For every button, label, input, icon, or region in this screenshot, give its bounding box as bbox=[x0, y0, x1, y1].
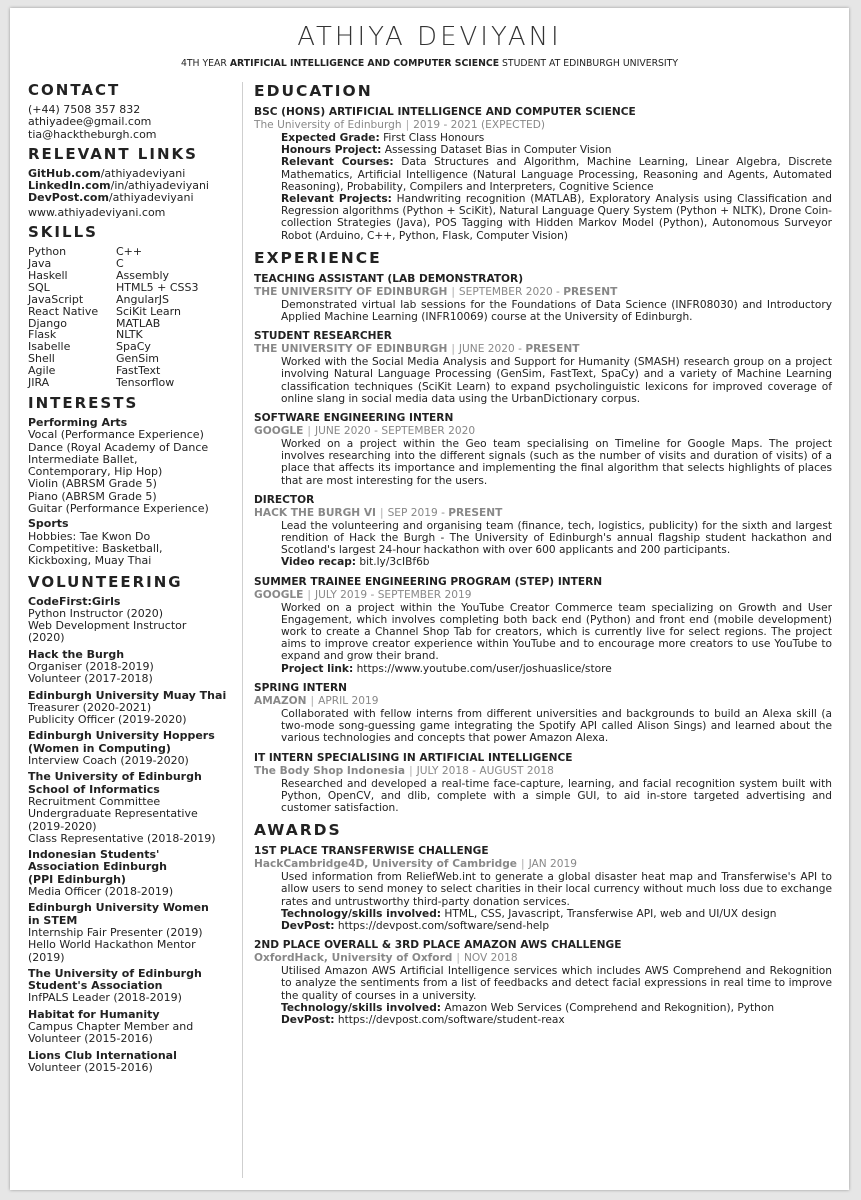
job-description: Demonstrated virtual lab sessions for the Foundations of Data Science (INFR08030) and Introductory Applied Machine Learning (INFR10069) course at the University of Edinburgh. bbox=[281, 298, 832, 324]
volunteer-role: InfPALS Leader (2018-2019) bbox=[28, 991, 182, 1005]
link-github-domain: GitHub.com bbox=[28, 166, 101, 180]
job-subtitle bbox=[254, 507, 832, 520]
skills-heading: SKILLS bbox=[28, 223, 98, 242]
job-present: PRESENT bbox=[525, 343, 580, 356]
job-org: THE UNIVERSITY OF EDINBURGH bbox=[254, 343, 448, 356]
education-details bbox=[254, 132, 832, 242]
job-date: JUNE 2020 - SEPTEMBER 2020 bbox=[314, 425, 476, 438]
skill-item: GenSim bbox=[116, 352, 160, 366]
education-entry bbox=[254, 106, 832, 242]
link-github-path: /athiyadeviyani bbox=[100, 166, 186, 180]
job-present: PRESENT bbox=[448, 506, 503, 519]
volunteer-role: Media Officer (2018-2019) bbox=[28, 885, 174, 899]
award-description: Used information from ReliefWeb.int to generate a global disaster heat map and Transferwise's API to allow users to send money to select charities in their local currency without much loss due to exchange rates and untrustworthy third-party donation services. bbox=[281, 871, 832, 908]
school-name: The University of Edinburgh bbox=[254, 119, 402, 131]
volunteer-role: Internship Fair Presenter (2019) bbox=[28, 925, 203, 939]
volunteering-heading: VOLUNTEERING bbox=[28, 572, 183, 591]
job-entry bbox=[254, 330, 832, 405]
separator: | bbox=[379, 506, 384, 519]
skill-item: NLTK bbox=[116, 328, 143, 342]
job-org: GOOGLE bbox=[254, 425, 304, 438]
link-devpost[interactable] bbox=[28, 192, 240, 204]
award-tech-label: Technology/skills involved: bbox=[281, 907, 442, 920]
interest-line: Guitar (Performance Experience) bbox=[28, 502, 209, 516]
volunteer-role: Organiser (2018-2019) bbox=[28, 660, 154, 673]
award-devpost-link[interactable]: https://devpost.com/software/student-reax bbox=[334, 1013, 565, 1026]
job-extra-label: Video recap: bbox=[281, 556, 357, 569]
skill-item: SciKit Learn bbox=[116, 304, 181, 318]
award-devpost bbox=[281, 1014, 832, 1026]
volunteer-org: The University of Edinburgh bbox=[28, 770, 202, 784]
interest-line: Violin (ABRSM Grade 5) bbox=[28, 477, 157, 491]
job-title: SPRING INTERN bbox=[254, 681, 348, 694]
experience-heading: EXPERIENCE bbox=[254, 248, 382, 267]
skill-item: SpaCy bbox=[116, 340, 151, 354]
interest-line: Hobbies: Tae Kwon Do bbox=[28, 529, 151, 543]
tagline-post: STUDENT AT EDINBURGH UNIVERSITY bbox=[499, 58, 679, 69]
job-entry bbox=[254, 752, 832, 815]
volunteer-org: (Women in Computing) bbox=[28, 741, 171, 755]
degree-title: BSC (HONS) ARTIFICIAL INTELLIGENCE AND COMPUTER SCIENCE bbox=[254, 106, 636, 118]
volunteer-org: Edinburgh University Hoppers bbox=[28, 729, 215, 743]
separator: | bbox=[409, 764, 413, 777]
skill-item: Agile bbox=[28, 364, 56, 378]
separator: | bbox=[451, 343, 455, 356]
volunteer-entry bbox=[28, 902, 240, 963]
job-description: Worked on a project within the Geo team specialising on Timeline for Google Maps. The project involves researching into the different signals (such as the number of visits and duration of visits) of a place that affects its importance and implementing the final algorithm that selects highlights of places that are most interesting for the users. bbox=[281, 438, 832, 487]
job-org: THE UNIVERSITY OF EDINBURGH bbox=[254, 285, 448, 298]
education-detail-text: Handwriting recognition (MATLAB), Exploratory Analysis using Classification and Regression algorithms (Python + SciKit), Natural Language Query System (Python + NLTK), Drone Coin-collection Strategies (Java), POS Tagging with Hidden Markov Model (Python), Autonomous Surveyor Robot (Arduino, C++, Python, Flask, Computer Vision) bbox=[281, 193, 832, 242]
skill-item: Isabelle bbox=[28, 340, 71, 354]
links-heading: RELEVANT LINKS bbox=[28, 144, 198, 163]
award-subtitle bbox=[254, 858, 832, 871]
job-entry bbox=[254, 273, 832, 323]
job-description: Collaborated with fellow interns from different universities and backgrounds to build an Alexa skill (a two-mode song-guessing game integrating the Spotify API called Alison Sings) and learned about the various technologies and concepts that power Amazon Alexa. bbox=[281, 707, 832, 745]
award-devpost-label: DevPost: bbox=[281, 919, 335, 932]
award-entry bbox=[254, 939, 832, 1026]
education-subtitle: The University of Edinburgh | 2019 - 2021 (EXPECTED) bbox=[254, 119, 546, 131]
award-subtitle bbox=[254, 952, 832, 965]
job-date: JULY 2019 - SEPTEMBER 2019 bbox=[314, 588, 472, 601]
volunteer-role: Python Instructor (2020) bbox=[28, 606, 164, 620]
skill-item: Shell bbox=[28, 352, 55, 366]
education-heading: EDUCATION bbox=[254, 82, 373, 100]
volunteer-role: (2020) bbox=[28, 631, 65, 645]
job-title: IT INTERN SPECIALISING IN ARTIFICIAL INTELLIGENCE bbox=[254, 751, 573, 764]
job-org: HACK THE BURGH VI bbox=[254, 506, 376, 519]
volunteer-role: (2019-2020) bbox=[28, 819, 97, 833]
volunteer-entry bbox=[28, 596, 240, 645]
resume-page bbox=[10, 8, 849, 1190]
volunteer-entry bbox=[28, 730, 240, 767]
job-title: SOFTWARE ENGINEERING INTERN bbox=[254, 412, 454, 425]
interest-line: Intermediate Ballet, bbox=[28, 452, 138, 466]
education-detail-label: Relevant Courses: bbox=[281, 156, 394, 169]
volunteer-org: Habitat for Humanity bbox=[28, 1007, 160, 1021]
job-subtitle bbox=[254, 589, 832, 602]
skill-item: Django bbox=[28, 316, 67, 330]
job-extra bbox=[281, 663, 832, 675]
award-devpost-link[interactable]: https://devpost.com/software/send-help bbox=[334, 919, 550, 932]
left-column bbox=[28, 82, 240, 1079]
volunteer-entry bbox=[28, 968, 240, 1005]
volunteer-org: Lions Club International bbox=[28, 1048, 177, 1062]
award-date: JAN 2019 bbox=[528, 858, 577, 871]
job-date: SEP 2019 - bbox=[387, 506, 449, 519]
email-primary[interactable]: athiyadee@gmail.com bbox=[28, 115, 152, 129]
job-org: AMAZON bbox=[254, 694, 307, 707]
job-description: Researched and developed a real-time face-capture, learning, and facial recognition system built with Python, OpenCV, and dlib, complete with a simple GUI, to aid in-store targeted advertising and customer satisfaction. bbox=[281, 777, 832, 814]
volunteer-org: Edinburgh University Muay Thai bbox=[28, 688, 227, 702]
volunteer-role: Volunteer (2015-2016) bbox=[28, 1032, 153, 1046]
volunteer-role: Publicity Officer (2019-2020) bbox=[28, 713, 187, 727]
job-subtitle bbox=[254, 343, 832, 356]
volunteer-org: School of Informatics bbox=[28, 782, 160, 796]
skill-item: AngularJS bbox=[116, 292, 169, 306]
job-date: JULY 2018 - AUGUST 2018 bbox=[416, 764, 554, 777]
candidate-name: ATHIYA DEVIYANI bbox=[297, 22, 562, 52]
email-secondary[interactable]: tia@hacktheburgh.com bbox=[28, 127, 157, 141]
interest-line: Competitive: Basketball, bbox=[28, 541, 163, 555]
volunteer-org: in STEM bbox=[28, 913, 78, 927]
link-linkedin-path: /in/athiyadeviyani bbox=[110, 179, 209, 193]
interest-line: Kickboxing, Muay Thai bbox=[28, 554, 152, 568]
skill-item: Python bbox=[28, 245, 67, 259]
award-devpost-label: DevPost: bbox=[281, 1013, 335, 1026]
skill-item: Assembly bbox=[116, 268, 170, 282]
job-org: GOOGLE bbox=[254, 588, 304, 601]
job-subtitle bbox=[254, 286, 832, 299]
awards-heading: AWARDS bbox=[254, 821, 342, 840]
link-website[interactable]: www.athiyadeviyani.com bbox=[28, 205, 166, 219]
contact-heading: CONTACT bbox=[28, 81, 121, 99]
volunteer-role: Campus Chapter Member and bbox=[28, 1020, 194, 1034]
education-detail-text: Assessing Dataset Bias in Computer Vision bbox=[381, 144, 612, 157]
education-detail bbox=[281, 156, 832, 193]
job-title: STUDENT RESEARCHER bbox=[254, 330, 392, 343]
education-detail-label: Relevant Projects: bbox=[281, 193, 392, 206]
job-title: SUMMER TRAINEE ENGINEERING PROGRAM (STEP) INTERN bbox=[254, 575, 603, 588]
award-org: HackCambridge4D, University of Cambridge bbox=[254, 858, 517, 871]
award-devpost bbox=[281, 920, 832, 932]
volunteer-role: Volunteer (2015-2016) bbox=[28, 1060, 153, 1074]
skill-item: MATLAB bbox=[116, 316, 161, 330]
job-org: The Body Shop Indonesia bbox=[254, 764, 406, 777]
education-detail-text: First Class Honours bbox=[379, 132, 485, 144]
experience-list bbox=[254, 273, 832, 814]
job-subtitle bbox=[254, 425, 832, 438]
volunteer-org: Hack the Burgh bbox=[28, 647, 125, 661]
skill-item: SQL bbox=[28, 280, 50, 294]
volunteer-org: Edinburgh University Women bbox=[28, 901, 209, 915]
volunteer-entry bbox=[28, 1050, 240, 1075]
skill-item: React Native bbox=[28, 304, 99, 318]
tagline-program: ARTIFICIAL INTELLIGENCE AND COMPUTER SCIENCE bbox=[229, 58, 500, 69]
volunteer-org: (PPI Edinburgh) bbox=[28, 872, 126, 886]
volunteer-list bbox=[28, 596, 240, 1075]
separator: | bbox=[520, 858, 525, 871]
interests-section bbox=[28, 395, 240, 568]
volunteer-entry bbox=[28, 690, 240, 727]
separator: | bbox=[307, 588, 311, 601]
education-detail-label: Honours Project: bbox=[281, 144, 382, 157]
skill-item: JIRA bbox=[28, 376, 50, 390]
volunteer-role: Treasurer (2020-2021) bbox=[28, 700, 152, 714]
interest-line: Contemporary, Hip Hop) bbox=[28, 465, 163, 479]
volunteer-org: The University of Edinburgh bbox=[28, 966, 202, 980]
volunteer-entry bbox=[28, 1009, 240, 1046]
volunteer-role: Volunteer (2017-2018) bbox=[28, 672, 153, 686]
job-present: PRESENT bbox=[563, 285, 618, 298]
interest-line: Dance (Royal Academy of Dance bbox=[28, 440, 209, 454]
separator: | bbox=[451, 285, 455, 298]
job-title: TEACHING ASSISTANT (LAB DEMONSTRATOR) bbox=[254, 272, 524, 285]
award-org: OxfordHack, University of Oxford bbox=[254, 952, 453, 965]
job-extra-label: Project link: bbox=[281, 662, 354, 675]
interests-heading: INTERESTS bbox=[28, 393, 139, 412]
job-subtitle bbox=[254, 765, 832, 778]
separator: | bbox=[310, 694, 315, 707]
tagline bbox=[10, 58, 849, 69]
volunteer-entry bbox=[28, 849, 240, 898]
job-title: DIRECTOR bbox=[254, 493, 315, 506]
volunteer-role: Undergraduate Representative bbox=[28, 807, 198, 821]
volunteer-entry bbox=[28, 649, 240, 686]
job-extra-link[interactable]: https://www.youtube.com/user/joshuaslice/store bbox=[353, 662, 612, 675]
volunteer-org: CodeFirst:Girls bbox=[28, 594, 121, 608]
education-dates: 2019 - 2021 (EXPECTED) bbox=[413, 119, 546, 131]
interest-group-title: Sports bbox=[28, 517, 69, 531]
link-devpost-domain: DevPost.com bbox=[28, 191, 109, 205]
job-description: Worked with the Social Media Analysis and Support for Humanity (SMASH) research group on a project involving Natural Language Processing (GenSim, FastText, SpaCy) and a variety of Machine Learning classification techniques (SciKit Learn) to expand psycholinguistic lexicons for improved coverage of online slang in social media data using the UrbanDictionary corpus. bbox=[281, 356, 832, 405]
column-divider bbox=[242, 82, 243, 1178]
education-detail-label: Expected Grade: bbox=[281, 132, 380, 144]
volunteer-role: Interview Coach (2019-2020) bbox=[28, 754, 189, 768]
award-title: 1ST PLACE TRANSFERWISE CHALLENGE bbox=[254, 845, 489, 858]
award-tech bbox=[281, 1002, 832, 1014]
job-date: SEPTEMBER 2020 - bbox=[458, 285, 564, 298]
volunteer-org: Indonesian Students' bbox=[28, 848, 160, 862]
education-detail bbox=[281, 193, 832, 242]
volunteer-entry bbox=[28, 771, 240, 845]
skill-item: C++ bbox=[116, 245, 143, 259]
link-linkedin-domain: LinkedIn.com bbox=[28, 179, 111, 193]
award-tech-label: Technology/skills involved: bbox=[281, 1001, 442, 1014]
skill-item: Tensorflow bbox=[116, 376, 175, 390]
phone: (+44) 7508 357 832 bbox=[28, 103, 141, 116]
link-devpost-path: /athiyadeviyani bbox=[108, 191, 194, 205]
interest-line: Vocal (Performance Experience) bbox=[28, 428, 204, 442]
skill-item: C bbox=[116, 256, 124, 270]
job-extra bbox=[281, 556, 832, 568]
job-description: Lead the volunteering and organising team (finance, tech, logistics, publicity) for the sixth and largest rendition of Hack the Burgh - The University of Edinburgh's annual flagship student hackathon and Scotland's largest 24-hour hackathon with over 600 applicants and 200 participants. bbox=[281, 519, 832, 557]
skill-item: Flask bbox=[28, 328, 57, 342]
skills-grid bbox=[28, 246, 240, 389]
award-tech-text: HTML, CSS, Javascript, Transferwise API, web and UI/UX design bbox=[441, 907, 777, 920]
volunteering-section bbox=[28, 574, 240, 1075]
award-title: 2ND PLACE OVERALL & 3RD PLACE AMAZON AWS CHALLENGE bbox=[254, 939, 622, 952]
separator: | bbox=[307, 425, 311, 438]
job-entry bbox=[254, 494, 832, 569]
volunteer-role: (2019) bbox=[28, 950, 65, 964]
job-extra-link[interactable]: bit.ly/3cIBf6b bbox=[356, 556, 430, 569]
award-date: NOV 2018 bbox=[463, 952, 518, 965]
skill-item: Haskell bbox=[28, 268, 68, 282]
tagline-pre: 4TH YEAR bbox=[180, 58, 230, 69]
education-detail bbox=[281, 132, 832, 144]
job-subtitle bbox=[254, 695, 832, 708]
award-tech bbox=[281, 908, 832, 920]
volunteer-org: Student's Association bbox=[28, 979, 163, 993]
skill-item: Java bbox=[28, 256, 52, 270]
skill-item: HTML5 + CSS3 bbox=[116, 280, 199, 294]
job-date: JUNE 2020 - bbox=[458, 343, 526, 356]
interest-group-title: Performing Arts bbox=[28, 415, 128, 429]
separator: | bbox=[456, 952, 460, 965]
award-description: Utilised Amazon AWS Artificial Intelligence services which includes AWS Comprehend and Rekognition to analyze the sentiments from a list of feedbacks and detect facial expressions in real time to improve the quality of courses in a university. bbox=[281, 965, 832, 1002]
education-detail bbox=[281, 144, 832, 156]
job-date: APRIL 2019 bbox=[318, 694, 379, 707]
job-entry bbox=[254, 412, 832, 487]
volunteer-role: Recruitment Committee bbox=[28, 794, 161, 808]
award-entry bbox=[254, 845, 832, 932]
interest-line: Piano (ABRSM Grade 5) bbox=[28, 489, 157, 503]
interests-list bbox=[28, 417, 240, 568]
job-entry bbox=[254, 682, 832, 745]
job-entry bbox=[254, 576, 832, 675]
right-column bbox=[254, 82, 832, 1033]
volunteer-role: Class Representative (2018-2019) bbox=[28, 831, 216, 845]
skill-item: FastText bbox=[116, 364, 161, 378]
award-tech-text: Amazon Web Services (Comprehend and Rekognition), Python bbox=[441, 1001, 775, 1014]
volunteer-role: Hello World Hackathon Mentor bbox=[28, 938, 196, 952]
awards-list bbox=[254, 845, 832, 1026]
links-section bbox=[28, 146, 240, 219]
volunteer-role: Web Development Instructor bbox=[28, 619, 187, 633]
education-detail-text: Data Structures and Algorithm, Machine Learning, Linear Algebra, Discrete Mathematics, Artificial Intelligence (Natural Language Processing, Reasoning and Agents, Automated Reasoning), Probability, Compilers and Interpreters, Cognitive Science bbox=[281, 156, 832, 193]
contact-section bbox=[28, 82, 240, 141]
skill-item: JavaScript bbox=[28, 292, 84, 306]
skills-section bbox=[28, 224, 240, 389]
volunteer-org: Association Edinburgh bbox=[28, 860, 167, 874]
job-description: Worked on a project within the YouTube Creator Commerce team specializing on Growth and User Engagement, which involves completing both back end (Python) and front end (mobile development) work to create a Channel Shop Tab for creators, which is currently live for select regions. The project aims to improve creator experience within YouTube and to encourage more creators to use YouTube to expand and grow their brand. bbox=[281, 601, 832, 663]
